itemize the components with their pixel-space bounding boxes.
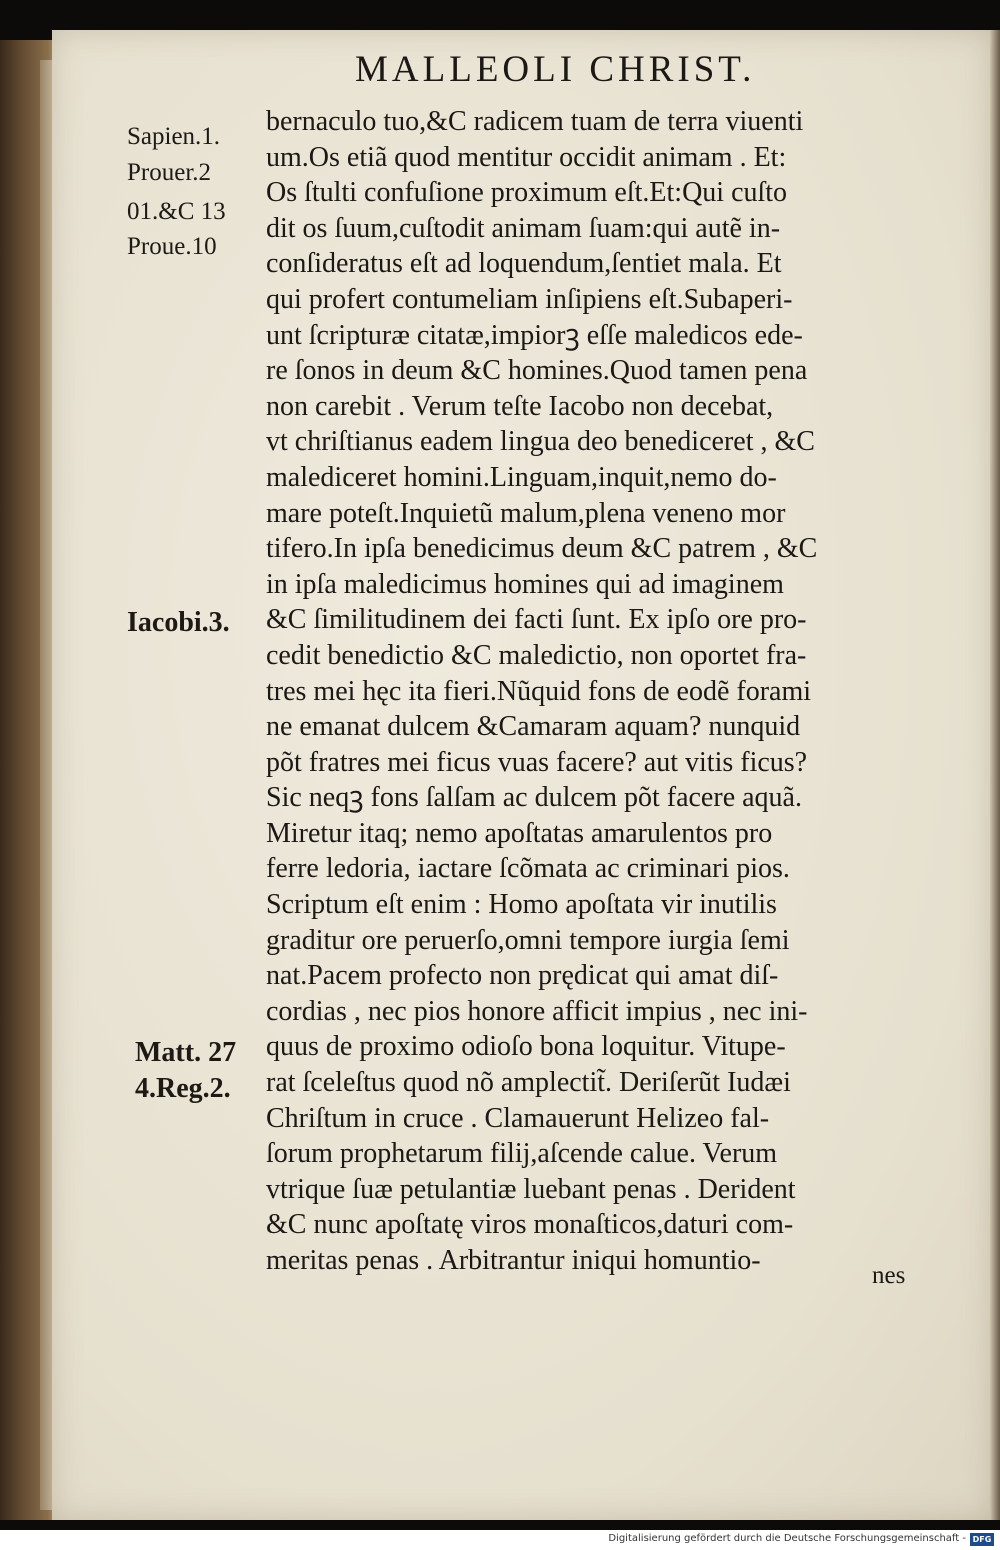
margin-note-chapter: 01.&C 13	[127, 198, 226, 225]
text-line: malediceret homini.Linguam,inquit,nemo do-	[266, 461, 777, 493]
margin-note-iacobi: Iacobi.3.	[127, 607, 230, 638]
text-line: vtrique ſuæ petulantiæ luebant penas . Derident	[266, 1173, 796, 1205]
catchword: nes	[872, 1262, 906, 1289]
text-line: unt ſcripturæ citatæ,impiorꝫ eſſe maledicos ede-	[266, 319, 803, 351]
text-line: conſideratus eſt ad loquendum,ſentiet mala. Et	[266, 248, 782, 280]
text-line: meritas penas . Arbitrantur iniqui homuntio-	[266, 1245, 761, 1276]
margin-note-prouer: Prouer.2	[127, 159, 212, 186]
text-line: bernaculo tuo,&C radicem tuam de terra viuenti	[266, 106, 804, 137]
page-right-edge	[990, 30, 1000, 1520]
text-line: tres mei hęc ita fieri.Nũquid fons de eodẽ forami	[266, 675, 812, 707]
text-line: ferre ledoria, iactare ſcõmata ac criminari pios.	[266, 853, 790, 885]
text-line: in ipſa maledicimus homines qui ad imaginem	[266, 568, 784, 600]
text-line: re ſonos in deum &C homines.Quod tamen pena	[266, 355, 808, 387]
margin-note-sapien: Sapien.1.	[127, 123, 221, 150]
dfg-logo-icon: DFG	[970, 1533, 994, 1546]
text-line: cedit benedictio &C maledictio, non oportet fra-	[266, 639, 807, 671]
text-line: nat.Pacem profecto non prędicat qui amat diſ-	[266, 960, 779, 992]
text-line: dit os ſuum,cuſtodit animam ſuam:qui autẽ in-	[266, 212, 781, 244]
text-line: um.Os etiã quod mentitur occidit animam . Et:	[266, 141, 787, 173]
text-line: mare poteſt.Inquietũ malum,plena veneno mor	[266, 497, 786, 529]
text-line: vt chriſtianus eadem lingua deo benediceret , &C	[266, 426, 815, 458]
text-line: cordias , nec pios honore afficit impius , nec ini-	[266, 995, 808, 1027]
text-line: põt fratres mei ficus vuas facere? aut vitis ficus?	[266, 746, 808, 778]
text-line: rat ſceleſtus quod nõ amplectit̃. Deriſerũt Iudæi	[266, 1067, 791, 1099]
text-line: non carebit . Verum teſte Iacobo non decebat,	[266, 390, 774, 422]
margin-note-proue: Proue.10	[127, 233, 217, 260]
text-line: tifero.In ipſa benedicimus deum &C patrem , &C	[266, 533, 818, 565]
margin-note-matt: Matt. 27	[135, 1037, 237, 1068]
text-line: graditur ore peruerſo,omni tempore iurgia ſemi	[266, 924, 790, 956]
text-line: &C nunc apoſtatę viros monaſticos,daturi com-	[266, 1209, 794, 1241]
text-line: Miretur itaq; nemo apoſtatas amarulentos pro	[266, 817, 773, 849]
body-text	[266, 104, 926, 1279]
margin-note-reg: 4.Reg.2.	[135, 1073, 231, 1104]
text-line: qui profert contumeliam inſipiens eſt.Subaperi-	[266, 283, 793, 315]
text-line: &C ſimilitudinem dei facti ſunt. Ex ipſo ore pro-	[266, 604, 807, 636]
text-line: ne emanat dulcem &Camaram aquam? nunquid	[266, 711, 801, 743]
digitization-credit: Digitalisierung gefördert durch die Deutsche Forschungsgemeinschaft -	[608, 1533, 966, 1544]
text-line: Scriptum eſt enim : Homo apoſtata vir inutilis	[266, 889, 777, 921]
text-line: ſorum prophetarum filij,aſcende calue. Verum	[266, 1138, 778, 1170]
text-line: Sic neqꝫ fons ſalſam ac dulcem põt facere aquã.	[266, 782, 802, 814]
text-line: quus de proximo odioſo bona loquitur. Vitupe-	[266, 1031, 786, 1063]
text-line: Os ſtulti confuſione proximum eſt.Et:Qui cuſto	[266, 177, 788, 209]
running-title: MALLEOLI CHRIST.	[355, 49, 756, 90]
text-line: Chriſtum in cruce . Clamauerunt Helizeo fal-	[266, 1102, 770, 1134]
